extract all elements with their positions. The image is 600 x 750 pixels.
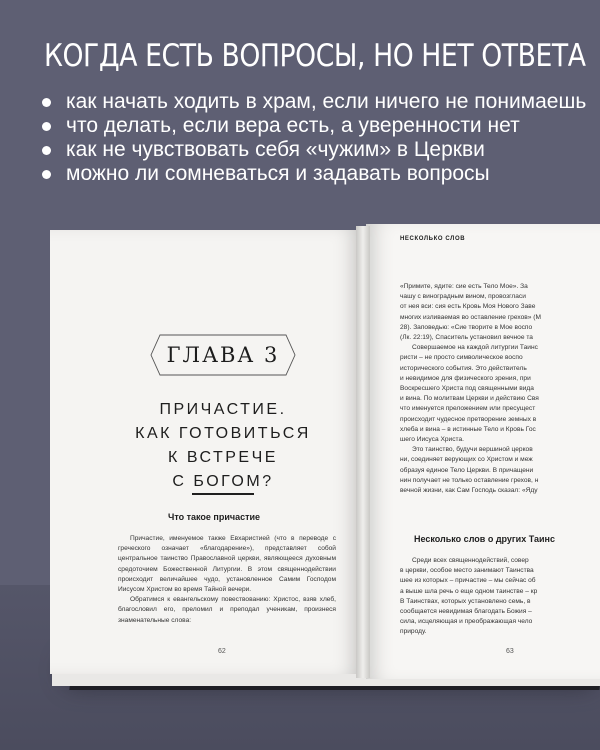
text-line: «Примите, ядите: сие есть Тело Мое». За	[400, 283, 528, 290]
paragraph: Причастие, именуемое также Евхаристией (что в переводе с греческого означает «благодарение»), представляет собой центральное таинство Православной церкви, являющееся духовным средоточием Божественной Литургии. В этом священнодействии происходит величайшее чудо, установленное Самим Господом Иисусом Христом во время Тайной вечери.	[118, 535, 336, 594]
text-line: Среди всех священнодействий, совер	[412, 557, 529, 564]
left-body-text	[118, 534, 336, 626]
text-line: Совершаемое на каждой литургии Таинс	[412, 344, 538, 352]
bullet-item	[40, 162, 590, 186]
text-line: происходит чудесное претворение земных в	[400, 415, 537, 423]
bullet-text: как не чувствовать себя «чужим» в Церкви	[66, 138, 485, 161]
text-line: шее из которых – причастие – мы сейчас об	[400, 577, 536, 585]
text-line: природу.	[400, 628, 427, 636]
text-line: ристи – не просто символическое воспо	[400, 354, 523, 362]
text-line: хлеба и вина – в истинные Тело и Кровь Гос	[400, 425, 536, 433]
bullet-list	[40, 90, 590, 186]
text-line: что именуется преложением или пресущест	[400, 405, 536, 413]
text-line: шего Иисуса Христа.	[400, 436, 464, 444]
right-body-text	[400, 282, 600, 496]
bullet-dot-icon	[42, 122, 51, 131]
bullet-dot-icon	[42, 170, 51, 179]
title-divider	[192, 493, 254, 495]
paragraph: Обратимся к евангельскому повествованию: Христос, взяв хлеб, благословил его, преломил и преподал ученикам, произнеся знаменательные слова:	[118, 596, 336, 624]
text-line: 28). Заповедью: «Сие творите в Мое воспо	[400, 323, 533, 331]
text-line: Это таинство, будучи вершиной церков	[412, 446, 533, 454]
text-line: сообщается невидимая благодать Божия –	[400, 608, 532, 616]
bullet-item	[40, 114, 590, 138]
text-line: В Таинствах, которых установлено семь, в	[400, 597, 531, 605]
text-line: исторического события. Это действитель	[400, 364, 527, 372]
chapter-title-line: ПРИЧАСТИЕ.	[159, 401, 287, 418]
section-heading: Что такое причастие	[168, 512, 261, 522]
headline: КОГДА ЕСТЬ ВОПРОСЫ, НО НЕТ ОТВЕТА	[44, 38, 586, 74]
text-line: и вина. По молитвам Церкви и действию Свя	[400, 395, 539, 403]
text-line: ни, соединяет верующих со Христом и меж	[400, 456, 533, 464]
text-line: образуя единое Тело Церкви. В причащени	[400, 466, 534, 474]
text-line: сила, исцеляющая и преображающая чело	[400, 618, 533, 626]
bullet-dot-icon	[42, 146, 51, 155]
bullet-text: как начать ходить в храм, если ничего не понимаешь	[66, 90, 587, 113]
text-line: (Лк. 22:19), Спаситель установил вечное та	[400, 334, 533, 342]
book-gutter	[356, 226, 370, 678]
section-heading-right: Несколько слов о других Таинс	[414, 534, 555, 544]
chapter-title-line: С БОГОМ?	[172, 473, 274, 490]
text-line: от нея вси: сия есть Кровь Моя Нового Заве	[400, 303, 536, 311]
chapter-title	[108, 398, 338, 494]
bullet-dot-icon	[42, 98, 51, 107]
running-head: НЕСКОЛЬКО СЛОВ	[400, 236, 466, 242]
bullet-text: можно ли сомневаться и задавать вопросы	[66, 162, 490, 185]
text-line: чашу с виноградным вином, провозгласи	[400, 293, 526, 301]
chapter-label: ГЛАВА 3	[166, 343, 280, 367]
text-line: и невидимое для физического зрения, при	[400, 374, 531, 382]
chapter-title-line: КАК ГОТОВИТЬСЯ	[135, 425, 311, 442]
text-line: в церкви, особое место занимают Таинства	[400, 567, 534, 575]
text-line: вечной жизни, как Сам Господь сказал: «Яду	[400, 487, 538, 495]
text-line: Воскресшего Христа под священными вида	[400, 385, 534, 393]
bullet-text: что делать, если вера есть, а уверенности нет	[66, 114, 520, 137]
page-number-right: 63	[506, 648, 514, 655]
bullet-item	[40, 90, 590, 114]
right-body-text-lower	[400, 556, 600, 638]
page-number-left: 62	[218, 648, 226, 655]
chapter-frame	[150, 334, 296, 376]
text-line: многих изливаемая во оставление грехов» (М	[400, 313, 541, 321]
bullet-item	[40, 138, 590, 162]
chapter-title-line: К ВСТРЕЧЕ	[168, 449, 278, 466]
text-line: нин получает не только оставление грехов, н	[400, 476, 539, 484]
text-line: а выше шла речь о еще одном таинстве – кр	[400, 587, 538, 595]
